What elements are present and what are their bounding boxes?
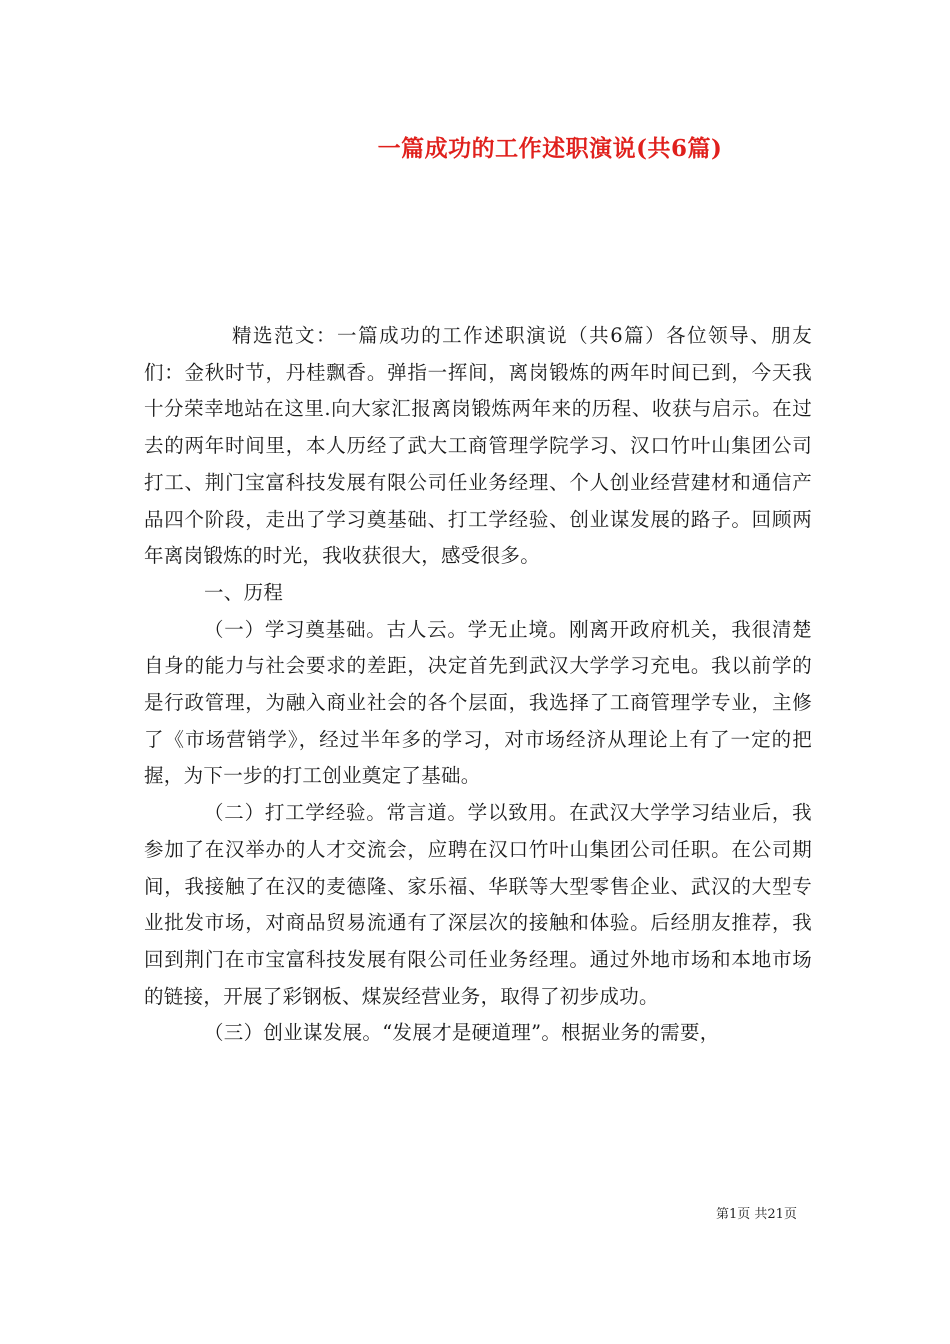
section-heading-history: 一、历程 — [204, 580, 284, 604]
paragraph-startup: （三）创业谋发展。“发展才是硬道理”。根据业务的需要， — [204, 1021, 720, 1045]
paragraph-intro: 精选范文：一篇成功的工作述职演说（共6篇）各位领导、朋友们：金秋时节，丹桂飘香。弹指一挥间，离岗锻炼的两年时间已到，今天我十分荣幸地站在这里.向大家汇报离岗锻炼两年来的历程、收获与启示。在过去的两年时间里，本人历经了武大工商管理学院学习、汉口竹叶山集团公司打工、荆门宝富科技发展有限公司任业务经理、个人创业经营建材和通信产品四个阶段，走出了学习奠基础、打工学经验、创业谋发展的路子。回顾两年离岗锻炼的时光，我收获很大，感受很多。 — [144, 324, 812, 568]
paragraph-study: （一）学习奠基础。古人云。学无止境。刚离开政府机关，我很清楚自身的能力与社会要求的差距，决定首先到武汉大学学习充电。我以前学的是行政管理，为融入商业社会的各个层面，我选择了工商管理学专业，主修了《市场营销学》，经过半年多的学习，对市场经济从理论上有了一定的把握，为下一步的打工创业奠定了基础。 — [144, 617, 812, 788]
page-number: 第1页 共21页 — [716, 1207, 797, 1222]
document-body — [144, 318, 812, 1052]
paragraph-work: （二）打工学经验。常言道。学以致用。在武汉大学学习结业后，我参加了在汉举办的人才交流会，应聘在汉口竹叶山集团公司任职。在公司期间，我接触了在汉的麦德隆、家乐福、华联等大型零售企业、武汉的大型专业批发市场，对商品贸易流通有了深层次的接触和体验。后经朋友推荐，我回到荆门在市宝富科技发展有限公司任业务经理。通过外地市场和本地市场的链接，开展了彩钢板、煤炭经营业务，取得了初步成功。 — [144, 801, 812, 1008]
page-title: 一篇成功的工作述职演说(共6篇) — [377, 135, 723, 162]
